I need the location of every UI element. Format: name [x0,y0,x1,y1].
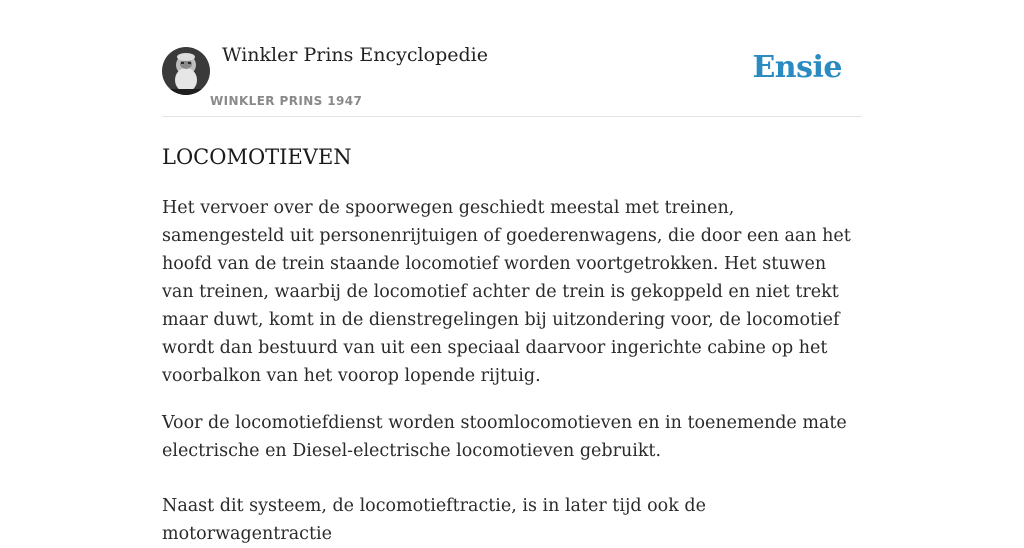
header [162,0,862,117]
portrait-icon [162,47,210,95]
page [162,0,862,548]
source-avatar[interactable] [162,47,210,95]
ensie-logo[interactable]: Ensie [752,50,842,85]
article-title: LOCOMOTIEVEN [162,145,352,169]
source-subtitle: WINKLER PRINS 1947 [210,94,363,108]
paragraph: Voor de locomotiefdienst worden stoomlocomotieven en in toenemende mate electrische en Diesel-electrische locomotieven gebruikt. [162,413,847,461]
article-body [162,194,862,548]
paragraph: Het vervoer over de spoorwegen geschiedt meestal met treinen, samengesteld uit personenrijtuigen of goederenwagens, die door een aan het hoofd van de trein staande locomotief worden voortgetrokken. Het stuwen van treinen, waarbij de locomotief achter de trein is gekoppeld en niet trekt maar duwt, komt in de dienstregelingen bij uitzondering voor, de locomotief wordt dan bestuurd van uit een speciaal daarvoor ingerichte cabine op het voorbalkon van het voorop lopende rijtuig. [162,198,851,386]
source-title[interactable]: Winkler Prins Encyclopedie [222,44,488,66]
paragraph: Naast dit systeem, de locomotieftractie, is in later tijd ook de motorwagentractie [162,496,706,544]
